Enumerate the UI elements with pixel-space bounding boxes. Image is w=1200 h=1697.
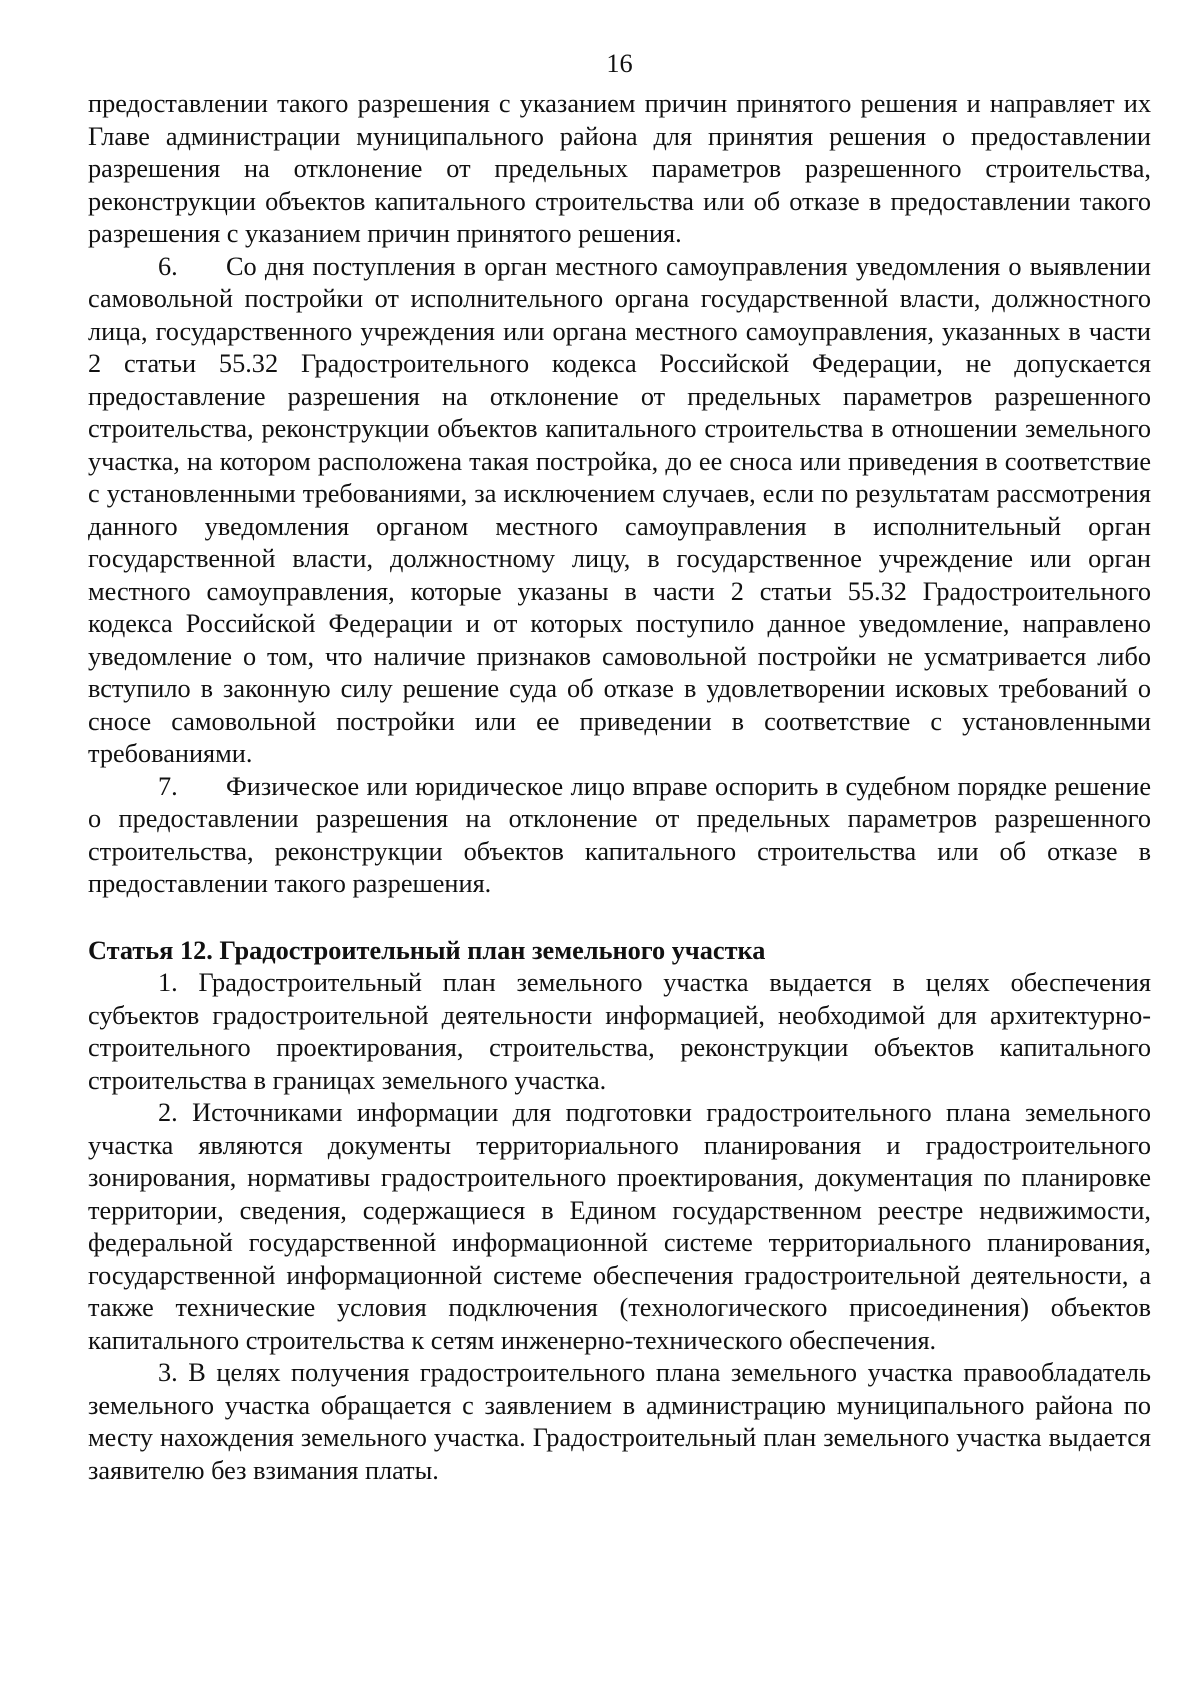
article-paragraph-1: 1. Градостроительный план земельного участка выдается в целях обеспечения субъектов градостроительной деятельности информацией, необходимой для архитектурно-строительного проектирования, строительства, реконструкции объектов капитального строительства в границах земельного участка.	[88, 968, 1151, 1095]
paragraph-number: 7.	[158, 771, 178, 801]
paragraph-number: 6.	[158, 251, 178, 281]
article-heading: Статья 12. Градостроительный план земельного участка	[88, 935, 766, 965]
paragraph-continuation: предоставлении такого разрешения с указанием причин принятого решения и направляет их Главе администрации муниципального района для принятия решения о предоставлении разрешения на отклонение от предельных параметров разрешенного строительства, реконструкции объектов капитального строительства или об отказе в предоставлении такого разрешения с указанием причин принятого решения.	[88, 89, 1151, 248]
paragraph-6	[88, 251, 1151, 771]
document-page	[88, 50, 1151, 1487]
article-paragraph-3: 3. В целях получения градостроительного плана земельного участка правообладатель земельного участка обращается с заявлением в администрацию муниципального района по месту нахождения земельного участка. Градостроительный план земельного участка выдается заявителю без взимания платы.	[88, 1358, 1151, 1485]
page-number: 16	[606, 49, 633, 78]
article-paragraph-2: 2. Источниками информации для подготовки градостроительного плана земельного участка являются документы территориального планирования и градостроительного зонирования, нормативы градостроительного проектирования, документация по планировке территории, сведения, содержащиеся в Едином государственном реестре недвижимости, федеральной государственной информационной системе территориального планирования, государственной информационной системе обеспечения градостроительной деятельности, а также технические условия подключения (технологического присоединения) объектов капитального строительства к сетям инженерно-технического обеспечения.	[88, 1098, 1151, 1355]
paragraph-text: Со дня поступления в орган местного самоуправления уведомления о выявлении самовольной постройки от исполнительного органа государственной власти, должностного лица, государственного учреждения или органа местного самоуправления, указанных в части 2 статьи 55.32 Градостроительного кодекса Российской Федерации, не допускается предоставление разрешения на отклонение от предельных параметров разрешенного строительства, реконструкции объектов капитального строительства в отношении земельного участка, на котором расположена такая постройка, до ее сноса или приведения в соответствие с установленными требованиями, за исключением случаев, если по результатам рассмотрения данного уведомления органом местного самоуправления в исполнительный орган государственной власти, должностному лицу, в государственное учреждение или орган местного самоуправления, которые указаны в части 2 статьи 55.32 Градостроительного кодекса Российской Федерации и от которых поступило данное уведомление, направлено уведомление о том, что наличие признаков самовольной постройки не усматривается либо вступило в законную силу решение суда об отказе в удовлетворении исковых требований о сносе самовольной постройки или ее приведении в соответствие с установленными требованиями.	[88, 251, 1151, 768]
paragraph-text: Физическое или юридическое лицо вправе оспорить в судебном порядке решение о предоставлении разрешения на отклонение от предельных параметров разрешенного строительства, реконструкции объектов капитального строительства или об отказе в предоставлении такого разрешения.	[88, 771, 1151, 898]
paragraph-7	[88, 771, 1151, 901]
